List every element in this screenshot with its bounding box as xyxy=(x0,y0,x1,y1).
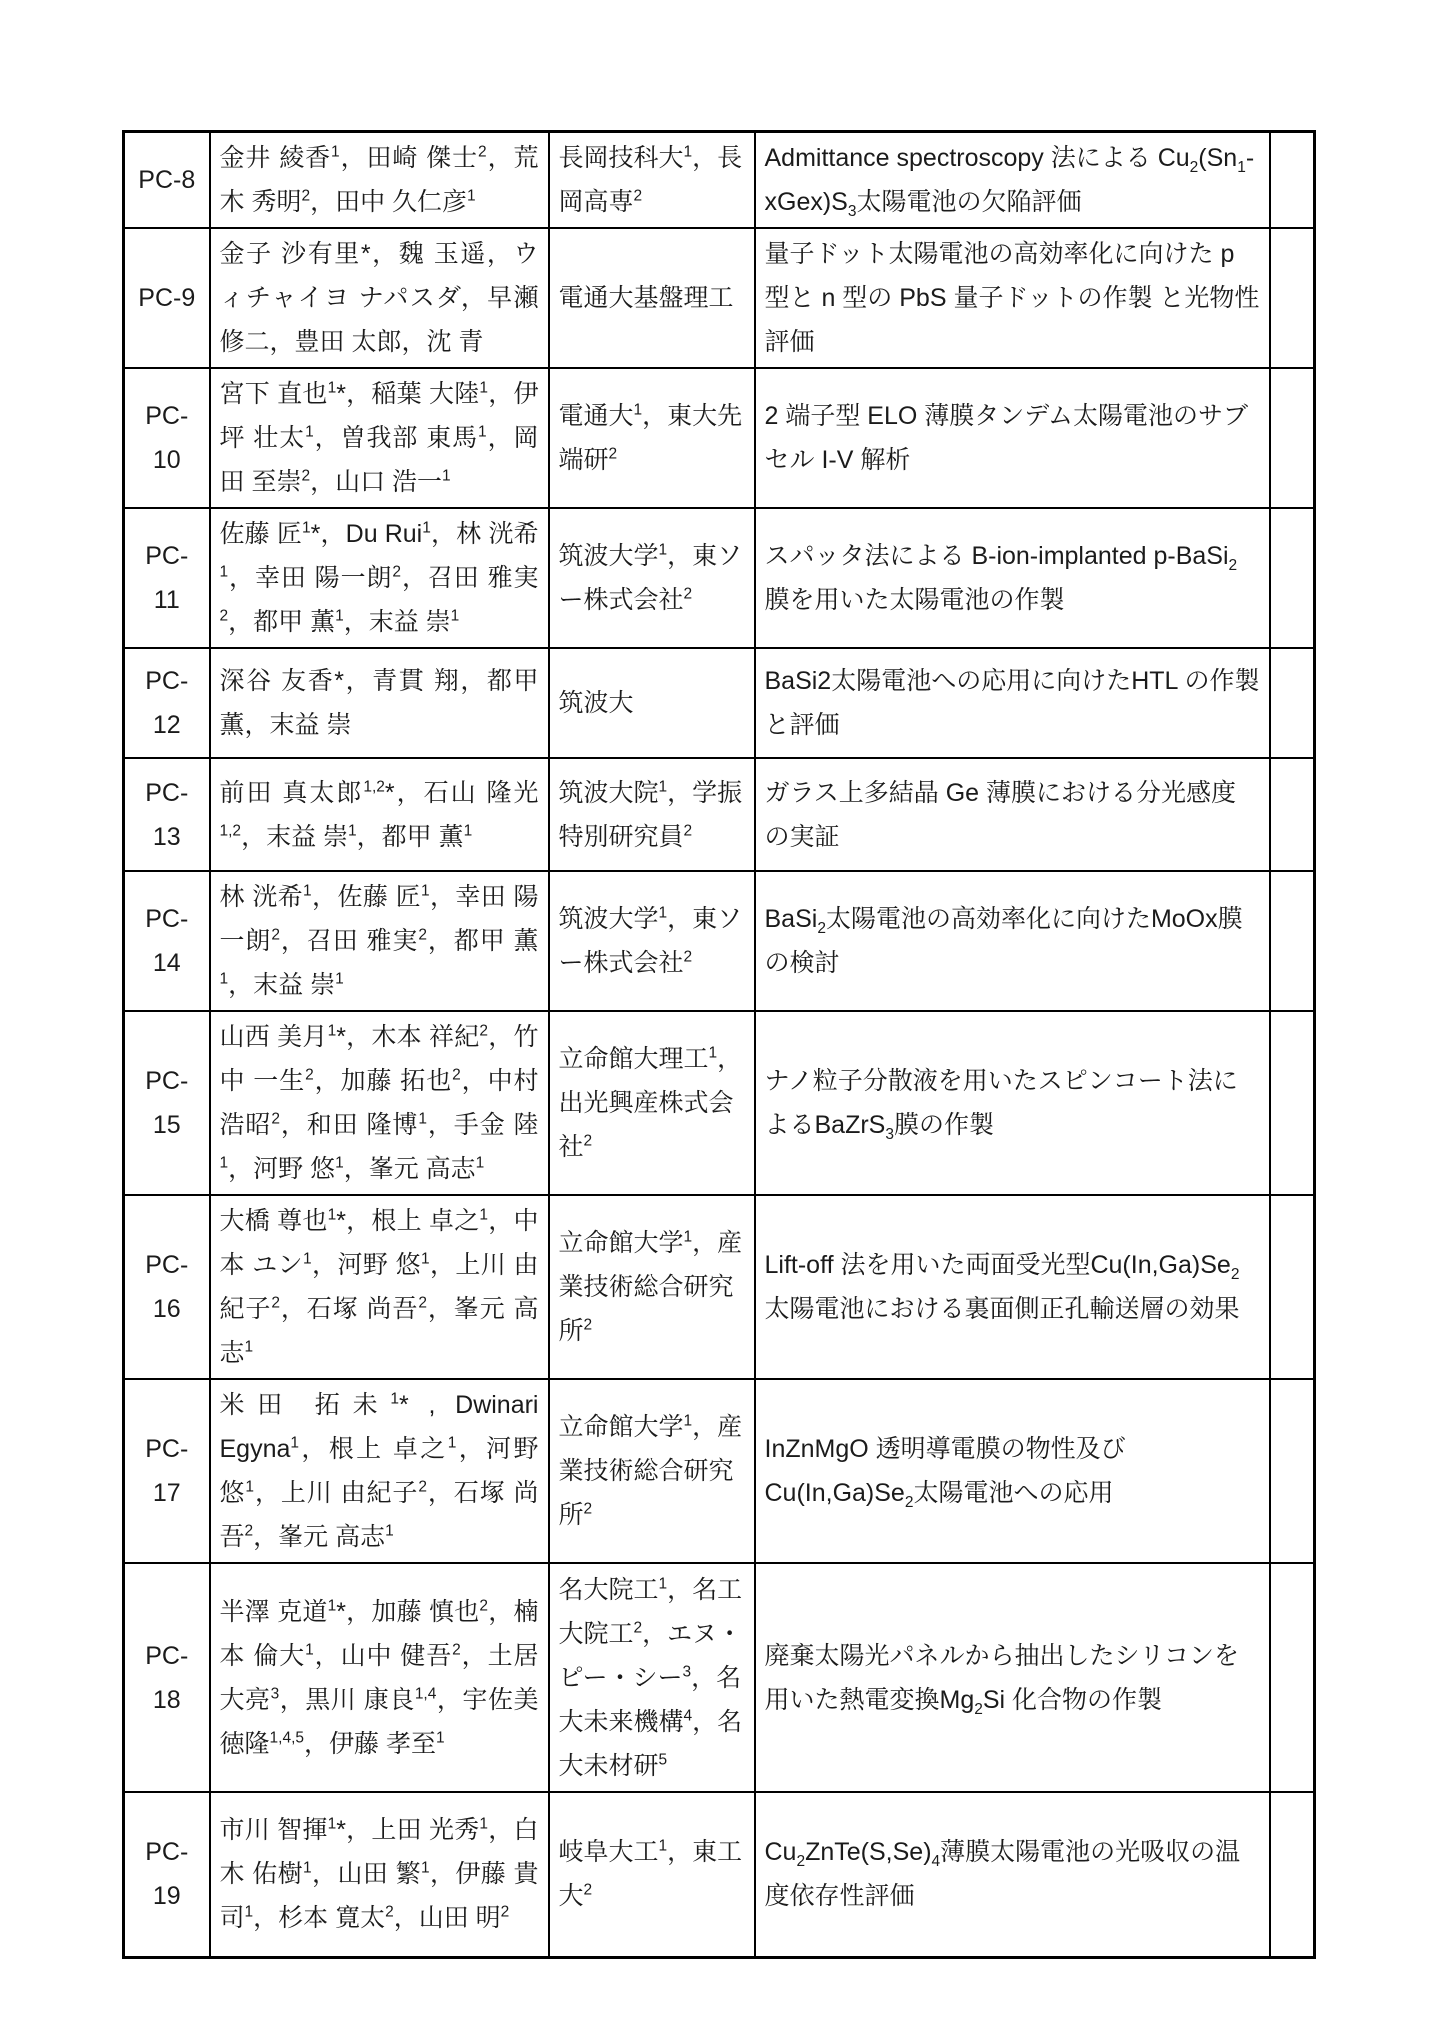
table-row xyxy=(124,1195,1315,1379)
poster-id-cell: PC-17 xyxy=(124,1379,210,1563)
poster-id-cell: PC-8 xyxy=(124,132,210,229)
title-cell: スパッタ法による B-ion-implanted p-BaSi$_2$膜を用いた太陽電池の作製 xyxy=(755,508,1270,648)
table-row xyxy=(124,758,1315,871)
empty-note-cell xyxy=(1270,1792,1315,1957)
empty-note-cell xyxy=(1270,368,1315,508)
poster-id-cell: PC-18 xyxy=(124,1563,210,1792)
affiliation-cell: 立命館大学$^1$，産業技術総合研究所$^2$ xyxy=(549,1379,755,1563)
poster-id-cell: PC-14 xyxy=(124,871,210,1011)
authors-cell: 大橋 尊也$^1$*，根上 卓之$^1$，中本 ユン$^1$，河野 悠$^1$，上川 由紀子$^2$，石塚 尚吾$^2$，峯元 高志$^1$ xyxy=(210,1195,549,1379)
authors-cell: 前田 真太郎$^{1,2}$*，石山 隆光$^{1,2}$，末益 崇$^1$，都甲 薫$^1$ xyxy=(210,758,549,871)
table-row xyxy=(124,1011,1315,1195)
affiliation-cell: 筑波大 xyxy=(549,648,755,758)
title-cell: BaSi$_2$太陽電池の高効率化に向けたMoOx膜の検討 xyxy=(755,871,1270,1011)
authors-cell: 林 洸希$^1$，佐藤 匠$^1$，幸田 陽一朗$^2$，召田 雅実$^2$，都甲 薫$^1$，末益 崇$^1$ xyxy=(210,871,549,1011)
title-cell: InZnMgO 透明導電膜の物性及び$Cu(In,Ga)Se_2$太陽電池への応用 xyxy=(755,1379,1270,1563)
poster-id-cell: PC-10 xyxy=(124,368,210,508)
empty-note-cell xyxy=(1270,758,1315,871)
affiliation-cell: 岐阜大工$^1$，東工大$^2$ xyxy=(549,1792,755,1957)
table-row xyxy=(124,648,1315,758)
empty-note-cell xyxy=(1270,1379,1315,1563)
affiliation-cell: 筑波大学$^1$，東ソー株式会社$^2$ xyxy=(549,508,755,648)
title-cell: ナノ粒子分散液を用いたスピンコート法によるBaZrS$_3$膜の作製 xyxy=(755,1011,1270,1195)
empty-note-cell xyxy=(1270,1563,1315,1792)
title-cell: BaSi2太陽電池への応用に向けたHTL の作製と評価 xyxy=(755,648,1270,758)
table-row xyxy=(124,508,1315,648)
empty-note-cell xyxy=(1270,871,1315,1011)
affiliation-cell: 長岡技科大$^1$，長岡高専$^2$ xyxy=(549,132,755,229)
affiliation-cell: 立命館大理工$^1$，出光興産株式会社$^2$ xyxy=(549,1011,755,1195)
affiliation-cell: 立命館大学$^1$，産業技術総合研究所$^2$ xyxy=(549,1195,755,1379)
authors-cell: 市川 智揮$^1$*，上田 光秀$^1$，白木 佑樹$^1$，山田 繁$^1$，伊藤 貴司$^1$，杉本 寛太$^2$，山田 明$^2$ xyxy=(210,1792,549,1957)
empty-note-cell xyxy=(1270,132,1315,229)
affiliation-cell: 名大院工$^1$，名工大院工$^2$，エヌ・ピー・シー$^3$，名大未来機構$^4$，名大未材研$^5$ xyxy=(549,1563,755,1792)
table-row xyxy=(124,132,1315,229)
affiliation-cell: 電通大基盤理工 xyxy=(549,228,755,368)
title-cell: 廃棄太陽光パネルから抽出したシリコンを用いた熱電変換$Mg_2Si$ 化合物の作製 xyxy=(755,1563,1270,1792)
authors-cell: 佐藤 匠$^1$*，Du Rui$^1$，林 洸希$^1$，幸田 陽一朗$^2$，召田 雅実$^2$，都甲 薫$^1$，末益 崇$^1$ xyxy=(210,508,549,648)
empty-note-cell xyxy=(1270,1195,1315,1379)
poster-id-cell: PC-15 xyxy=(124,1011,210,1195)
poster-id-cell: PC-12 xyxy=(124,648,210,758)
title-cell: Lift-off 法を用いた両面受光型$Cu(In,Ga)Se_2$太陽電池における裏面側正孔輸送層の効果 xyxy=(755,1195,1270,1379)
poster-id-cell: PC-11 xyxy=(124,508,210,648)
authors-cell: 米田 拓未$^1$* , Dwinari Egyna$^1$，根上 卓之$^1$，河野 悠$^1$，上川 由紀子$^2$，石塚 尚吾$^2$，峯元 高志$^1$ xyxy=(210,1379,549,1563)
authors-cell: 宮下 直也$^1$*，稲葉 大陸$^1$，伊坪 壮太$^1$，曽我部 東馬$^1$，岡田 至崇$^2$，山口 浩一$^1$ xyxy=(210,368,549,508)
poster-session-table xyxy=(122,130,1316,1959)
title-cell: $Cu_2ZnTe(S,Se)_4$薄膜太陽電池の光吸収の温度依存性評価 xyxy=(755,1792,1270,1957)
table-body xyxy=(124,132,1315,1958)
poster-id-cell: PC-16 xyxy=(124,1195,210,1379)
table-row xyxy=(124,368,1315,508)
poster-id-cell: PC-19 xyxy=(124,1792,210,1957)
empty-note-cell xyxy=(1270,1011,1315,1195)
title-cell: Admittance spectroscopy 法による $Cu_2(Sn_1-xGex)S_3$太陽電池の欠陥評価 xyxy=(755,132,1270,229)
table-row xyxy=(124,1379,1315,1563)
title-cell: ガラス上多結晶 Ge 薄膜における分光感度の実証 xyxy=(755,758,1270,871)
authors-cell: 金子 沙有里*，魏 玉遥，ウィチャイヨ ナパスダ，早瀬 修二，豊田 太郎，沈 青 xyxy=(210,228,549,368)
authors-cell: 半澤 克道$^1$*，加藤 慎也$^2$，楠本 倫大$^1$，山中 健吾$^2$，土居 大亮$^3$，黒川 康良$^{1,4}$，宇佐美 徳隆$^{1,4,5}$，伊藤 孝至$^1$ xyxy=(210,1563,549,1792)
poster-id-cell: PC-9 xyxy=(124,228,210,368)
affiliation-cell: 筑波大学$^1$，東ソー株式会社$^2$ xyxy=(549,871,755,1011)
authors-cell: 金井 綾香$^1$，田崎 傑士$^2$，荒木 秀明$^2$，田中 久仁彦$^1$ xyxy=(210,132,549,229)
table-row xyxy=(124,1563,1315,1792)
empty-note-cell xyxy=(1270,228,1315,368)
authors-cell: 山西 美月$^1$*，木本 祥紀$^2$，竹中 一生$^2$，加藤 拓也$^2$，中村 浩昭$^2$，和田 隆博$^1$，手金 陸$^1$，河野 悠$^1$，峯元 高志$^1$ xyxy=(210,1011,549,1195)
title-cell: 量子ドット太陽電池の高効率化に向けた p 型と n 型の PbS 量子ドットの作製 と光物性評価 xyxy=(755,228,1270,368)
affiliation-cell: 筑波大院$^1$，学振特別研究員$^2$ xyxy=(549,758,755,871)
table-row xyxy=(124,871,1315,1011)
empty-note-cell xyxy=(1270,508,1315,648)
authors-cell: 深谷 友香*，青貫 翔，都甲 薫，末益 崇 xyxy=(210,648,549,758)
empty-note-cell xyxy=(1270,648,1315,758)
title-cell: 2 端子型 ELO 薄膜タンデム太陽電池のサブセル I-V 解析 xyxy=(755,368,1270,508)
poster-id-cell: PC-13 xyxy=(124,758,210,871)
table-row xyxy=(124,228,1315,368)
table-row xyxy=(124,1792,1315,1957)
affiliation-cell: 電通大$^1$，東大先端研$^2$ xyxy=(549,368,755,508)
